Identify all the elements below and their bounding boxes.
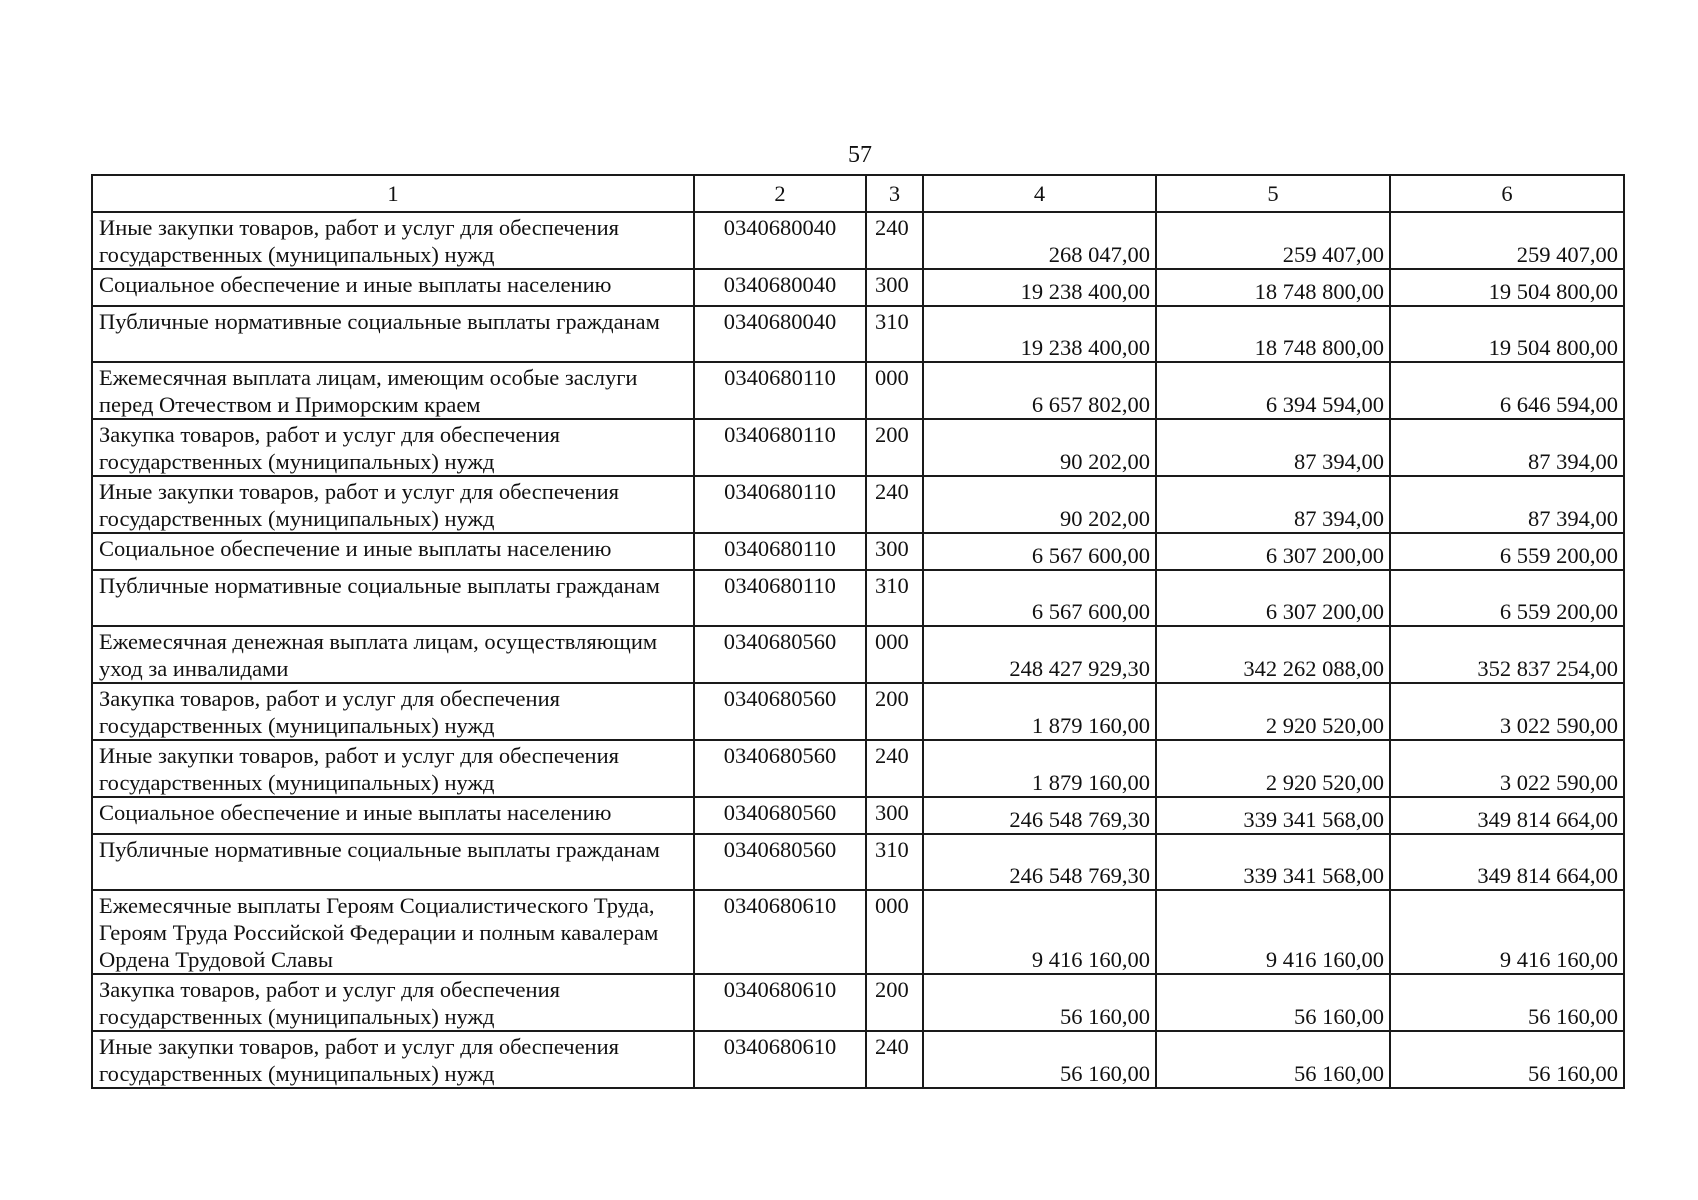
row-expense-type: 310: [866, 570, 923, 626]
row-value-col4: 19 238 400,00: [923, 269, 1156, 306]
table-row: [92, 570, 1624, 626]
row-expense-type: 200: [866, 419, 923, 476]
row-value-col4: 90 202,00: [923, 476, 1156, 533]
row-expense-type: 300: [866, 269, 923, 306]
row-value-col5: 56 160,00: [1156, 974, 1390, 1031]
row-value-col6: 56 160,00: [1390, 1031, 1624, 1088]
row-expense-type: 240: [866, 740, 923, 797]
row-name: Публичные нормативные социальные выплаты гражданам: [92, 834, 694, 890]
row-value-col6: 259 407,00: [1390, 212, 1624, 269]
header-col-5: 5: [1156, 175, 1390, 212]
row-value-col5: 56 160,00: [1156, 1031, 1390, 1088]
row-expense-type: 300: [866, 533, 923, 570]
row-value-col5: 339 341 568,00: [1156, 797, 1390, 834]
row-code: 0340680040: [694, 306, 866, 362]
row-expense-type: 240: [866, 476, 923, 533]
row-value-col6: 6 559 200,00: [1390, 570, 1624, 626]
row-code: 0340680110: [694, 570, 866, 626]
row-value-col5: 87 394,00: [1156, 419, 1390, 476]
header-col-2: 2: [694, 175, 866, 212]
table-row: [92, 269, 1624, 306]
row-code: 0340680560: [694, 740, 866, 797]
row-value-col4: 246 548 769,30: [923, 834, 1156, 890]
row-expense-type: 200: [866, 683, 923, 740]
row-expense-type: 240: [866, 212, 923, 269]
header-col-3: 3: [866, 175, 923, 212]
row-expense-type: 000: [866, 890, 923, 974]
budget-table: [91, 174, 1625, 1089]
row-expense-type: 200: [866, 974, 923, 1031]
row-name: Закупка товаров, работ и услуг для обеспечения государственных (муниципальных) нужд: [92, 419, 694, 476]
table-row: [92, 1031, 1624, 1088]
row-expense-type: 000: [866, 362, 923, 419]
row-value-col6: 19 504 800,00: [1390, 306, 1624, 362]
row-value-col6: 6 646 594,00: [1390, 362, 1624, 419]
table-row: [92, 362, 1624, 419]
table-row: [92, 740, 1624, 797]
row-name: Иные закупки товаров, работ и услуг для обеспечения государственных (муниципальных) нужд: [92, 1031, 694, 1088]
row-value-col6: 352 837 254,00: [1390, 626, 1624, 683]
header-col-4: 4: [923, 175, 1156, 212]
row-name: Социальное обеспечение и иные выплаты населению: [92, 533, 694, 570]
row-value-col4: 6 657 802,00: [923, 362, 1156, 419]
row-code: 0340680610: [694, 1031, 866, 1088]
row-code: 0340680560: [694, 683, 866, 740]
row-value-col5: 2 920 520,00: [1156, 740, 1390, 797]
row-value-col5: 6 307 200,00: [1156, 533, 1390, 570]
row-name: Закупка товаров, работ и услуг для обеспечения государственных (муниципальных) нужд: [92, 683, 694, 740]
table-row: [92, 533, 1624, 570]
row-expense-type: 310: [866, 306, 923, 362]
row-value-col5: 339 341 568,00: [1156, 834, 1390, 890]
row-name: Иные закупки товаров, работ и услуг для обеспечения государственных (муниципальных) нужд: [92, 740, 694, 797]
row-value-col4: 1 879 160,00: [923, 740, 1156, 797]
table-row: [92, 974, 1624, 1031]
page-number: 57: [848, 142, 872, 168]
row-value-col6: 19 504 800,00: [1390, 269, 1624, 306]
row-value-col5: 342 262 088,00: [1156, 626, 1390, 683]
table-body: [92, 212, 1624, 1088]
table-row: [92, 683, 1624, 740]
row-value-col6: 87 394,00: [1390, 476, 1624, 533]
row-code: 0340680610: [694, 890, 866, 974]
row-value-col6: 349 814 664,00: [1390, 797, 1624, 834]
header-col-6: 6: [1390, 175, 1624, 212]
header-col-1: 1: [92, 175, 694, 212]
row-expense-type: 300: [866, 797, 923, 834]
table-header-row: [92, 175, 1624, 212]
row-name: Публичные нормативные социальные выплаты гражданам: [92, 306, 694, 362]
row-value-col4: 248 427 929,30: [923, 626, 1156, 683]
row-value-col6: 87 394,00: [1390, 419, 1624, 476]
row-value-col6: 349 814 664,00: [1390, 834, 1624, 890]
row-value-col5: 18 748 800,00: [1156, 269, 1390, 306]
row-value-col4: 6 567 600,00: [923, 570, 1156, 626]
row-value-col4: 246 548 769,30: [923, 797, 1156, 834]
table-row: [92, 834, 1624, 890]
row-value-col5: 259 407,00: [1156, 212, 1390, 269]
row-value-col5: 2 920 520,00: [1156, 683, 1390, 740]
row-value-col5: 18 748 800,00: [1156, 306, 1390, 362]
row-value-col5: 6 307 200,00: [1156, 570, 1390, 626]
row-code: 0340680560: [694, 797, 866, 834]
row-code: 0340680110: [694, 419, 866, 476]
row-code: 0340680110: [694, 533, 866, 570]
row-value-col6: 56 160,00: [1390, 974, 1624, 1031]
row-expense-type: 310: [866, 834, 923, 890]
row-value-col4: 6 567 600,00: [923, 533, 1156, 570]
row-value-col5: 87 394,00: [1156, 476, 1390, 533]
row-value-col4: 1 879 160,00: [923, 683, 1156, 740]
row-value-col4: 56 160,00: [923, 974, 1156, 1031]
table-row: [92, 797, 1624, 834]
row-value-col5: 6 394 594,00: [1156, 362, 1390, 419]
row-name: Ежемесячная выплата лицам, имеющим особые заслуги перед Отечеством и Приморским краем: [92, 362, 694, 419]
row-value-col4: 90 202,00: [923, 419, 1156, 476]
row-value-col6: 3 022 590,00: [1390, 683, 1624, 740]
row-name: Публичные нормативные социальные выплаты гражданам: [92, 570, 694, 626]
row-code: 0340680110: [694, 476, 866, 533]
row-name: Иные закупки товаров, работ и услуг для обеспечения государственных (муниципальных) нужд: [92, 476, 694, 533]
row-code: 0340680040: [694, 269, 866, 306]
row-value-col5: 9 416 160,00: [1156, 890, 1390, 974]
row-expense-type: 000: [866, 626, 923, 683]
row-code: 0340680110: [694, 362, 866, 419]
row-value-col6: 3 022 590,00: [1390, 740, 1624, 797]
table-row: [92, 419, 1624, 476]
table-row: [92, 476, 1624, 533]
row-value-col4: 56 160,00: [923, 1031, 1156, 1088]
row-name: Закупка товаров, работ и услуг для обеспечения государственных (муниципальных) нужд: [92, 974, 694, 1031]
row-value-col4: 268 047,00: [923, 212, 1156, 269]
table-row: [92, 890, 1624, 974]
row-code: 0340680560: [694, 626, 866, 683]
row-value-col4: 19 238 400,00: [923, 306, 1156, 362]
row-name: Ежемесячная денежная выплата лицам, осуществляющим уход за инвалидами: [92, 626, 694, 683]
row-name: Социальное обеспечение и иные выплаты населению: [92, 797, 694, 834]
row-expense-type: 240: [866, 1031, 923, 1088]
table-row: [92, 306, 1624, 362]
row-value-col6: 9 416 160,00: [1390, 890, 1624, 974]
row-code: 0340680610: [694, 974, 866, 1031]
row-name: Ежемесячные выплаты Героям Социалистического Труда, Героям Труда Российской Федерации и полным кавалерам Ордена Трудовой Славы: [92, 890, 694, 974]
row-value-col4: 9 416 160,00: [923, 890, 1156, 974]
row-code: 0340680560: [694, 834, 866, 890]
row-value-col6: 6 559 200,00: [1390, 533, 1624, 570]
row-code: 0340680040: [694, 212, 866, 269]
row-name: Иные закупки товаров, работ и услуг для обеспечения государственных (муниципальных) нужд: [92, 212, 694, 269]
table-row: [92, 626, 1624, 683]
row-name: Социальное обеспечение и иные выплаты населению: [92, 269, 694, 306]
table-row: [92, 212, 1624, 269]
